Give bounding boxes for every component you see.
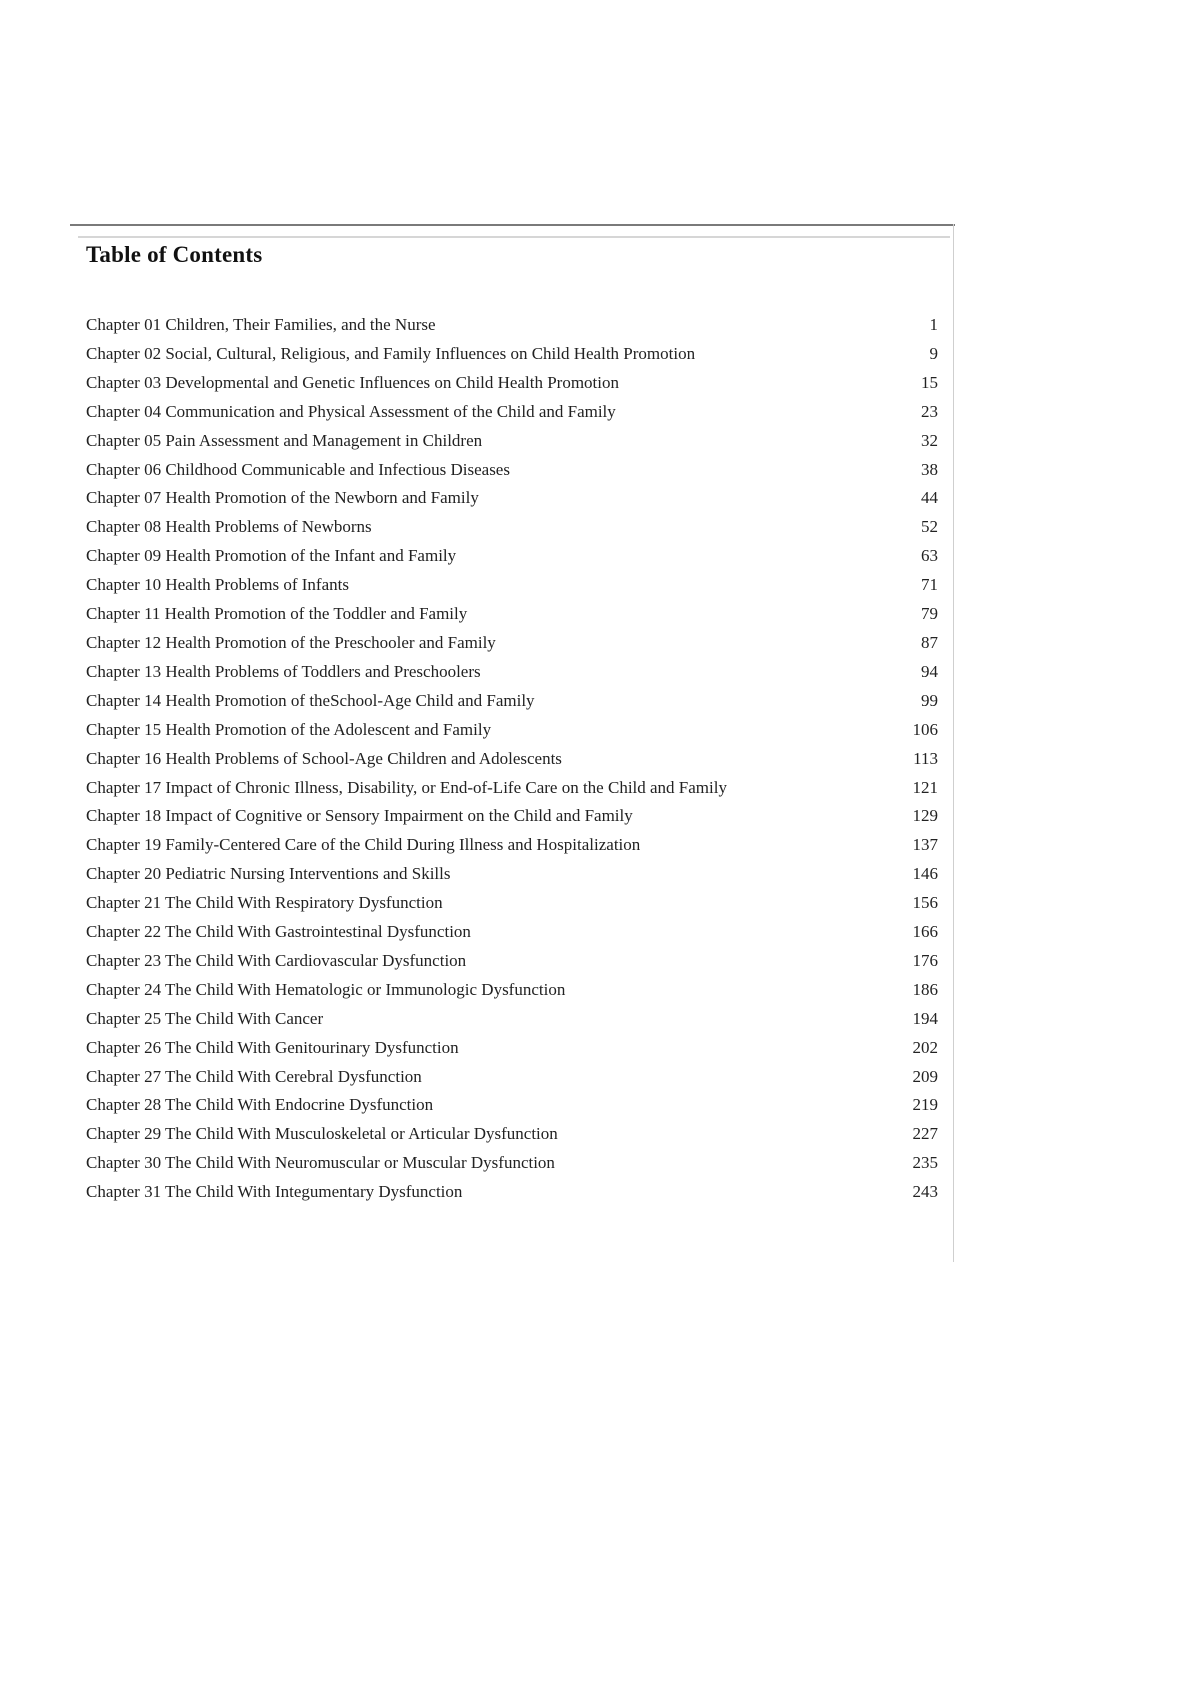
toc-entry[interactable] xyxy=(86,427,938,456)
toc-entry-label: Chapter 07 Health Promotion of the Newborn and Family xyxy=(86,488,479,508)
toc-entry-page-number: 186 xyxy=(912,979,938,999)
table-of-contents-panel xyxy=(70,224,955,1262)
toc-entry-page-number: 194 xyxy=(912,1008,938,1028)
toc-entry-label: Chapter 03 Developmental and Genetic Influences on Child Health Promotion xyxy=(86,372,620,392)
toc-entry-page-number: 156 xyxy=(912,893,938,913)
toc-entry-label: Chapter 04 Communication and Physical Assessment of the Child and Family xyxy=(86,401,616,421)
toc-entry-page-number: 176 xyxy=(912,950,938,970)
toc-entry[interactable] xyxy=(86,716,938,745)
toc-entry[interactable] xyxy=(86,918,938,947)
toc-entry[interactable] xyxy=(86,629,938,658)
toc-entry[interactable] xyxy=(86,484,938,513)
toc-entry-label: Chapter 05 Pain Assessment and Management in Children xyxy=(86,430,483,450)
toc-entry-label: Chapter 13 Health Problems of Toddlers and Preschoolers xyxy=(86,661,481,681)
toc-entry-page-number: 9 xyxy=(929,343,938,363)
toc-entry[interactable] xyxy=(86,802,938,831)
toc-entry[interactable] xyxy=(86,860,938,889)
toc-entry[interactable] xyxy=(86,1091,938,1120)
toc-entry-page-number: 99 xyxy=(921,690,938,710)
toc-entry-page-number: 87 xyxy=(921,632,938,652)
toc-entry-page-number: 44 xyxy=(921,488,938,508)
toc-entry-page-number: 243 xyxy=(912,1182,938,1202)
toc-entry[interactable] xyxy=(86,311,938,340)
toc-entry-label: Chapter 17 Impact of Chronic Illness, Disability, or End-of-Life Care on the Child and Family xyxy=(86,777,727,797)
toc-entry-label: Chapter 16 Health Problems of School-Age Children and Adolescents xyxy=(86,748,562,768)
toc-entry-page-number: 32 xyxy=(921,430,938,450)
toc-entry[interactable] xyxy=(86,600,938,629)
toc-entry-page-number: 23 xyxy=(921,401,938,421)
toc-entry[interactable] xyxy=(86,398,938,427)
toc-entry-page-number: 15 xyxy=(921,372,938,392)
toc-entry-page-number: 113 xyxy=(913,748,938,768)
toc-entry-label: Chapter 21 The Child With Respiratory Dysfunction xyxy=(86,893,443,913)
toc-entry-label: Chapter 23 The Child With Cardiovascular Dysfunction xyxy=(86,950,467,970)
toc-entry-label: Chapter 31 The Child With Integumentary Dysfunction xyxy=(86,1182,463,1202)
toc-entry[interactable] xyxy=(86,1034,938,1063)
toc-entry[interactable] xyxy=(86,1005,938,1034)
toc-entry-label: Chapter 18 Impact of Cognitive or Sensory Impairment on the Child and Family xyxy=(86,806,633,826)
toc-entry-label: Chapter 30 The Child With Neuromuscular or Muscular Dysfunction xyxy=(86,1153,555,1173)
toc-entry-page-number: 146 xyxy=(912,864,938,884)
toc-entry[interactable] xyxy=(86,658,938,687)
top-rule-light xyxy=(78,236,950,238)
toc-entry-page-number: 38 xyxy=(921,459,938,479)
toc-entry-label: Chapter 12 Health Promotion of the Preschooler and Family xyxy=(86,632,496,652)
toc-list xyxy=(86,311,938,1207)
toc-entry-label: Chapter 29 The Child With Musculoskeletal or Articular Dysfunction xyxy=(86,1124,558,1144)
toc-entry[interactable] xyxy=(86,369,938,398)
toc-entry-page-number: 106 xyxy=(912,719,938,739)
toc-entry[interactable] xyxy=(86,1063,938,1092)
toc-entry[interactable] xyxy=(86,1120,938,1149)
toc-entry-label: Chapter 24 The Child With Hematologic or Immunologic Dysfunction xyxy=(86,979,566,999)
toc-entry-page-number: 202 xyxy=(912,1037,938,1057)
toc-entry-label: Chapter 27 The Child With Cerebral Dysfunction xyxy=(86,1066,422,1086)
toc-entry-page-number: 235 xyxy=(912,1153,938,1173)
top-rule-dark xyxy=(70,224,955,226)
toc-entry-page-number: 94 xyxy=(921,661,938,681)
toc-entry-label: Chapter 09 Health Promotion of the Infant and Family xyxy=(86,546,457,566)
toc-entry-page-number: 79 xyxy=(921,604,938,624)
toc-entry[interactable] xyxy=(86,687,938,716)
toc-entry-label: Chapter 02 Social, Cultural, Religious, and Family Influences on Child Health Promotion xyxy=(86,343,696,363)
toc-entry-label: Chapter 15 Health Promotion of the Adolescent and Family xyxy=(86,719,492,739)
toc-entry-page-number: 121 xyxy=(912,777,938,797)
toc-entry-label: Chapter 01 Children, Their Families, and the Nurse xyxy=(86,315,436,334)
toc-entry[interactable] xyxy=(86,976,938,1005)
toc-entry[interactable] xyxy=(86,513,938,542)
toc-entry-label: Chapter 22 The Child With Gastrointestinal Dysfunction xyxy=(86,922,471,942)
toc-entry[interactable] xyxy=(86,947,938,976)
toc-entry-label: Chapter 25 The Child With Cancer xyxy=(86,1008,324,1028)
toc-entry-label: Chapter 28 The Child With Endocrine Dysfunction xyxy=(86,1095,434,1115)
toc-entry-label: Chapter 26 The Child With Genitourinary Dysfunction xyxy=(86,1037,459,1057)
toc-entry[interactable] xyxy=(86,745,938,774)
toc-entry[interactable] xyxy=(86,571,938,600)
toc-entry-page-number: 219 xyxy=(912,1095,938,1115)
toc-entry-page-number: 52 xyxy=(921,517,938,537)
toc-entry-label: Chapter 11 Health Promotion of the Toddler and Family xyxy=(86,604,468,624)
toc-entry-page-number: 227 xyxy=(912,1124,938,1144)
toc-entry-label: Chapter 10 Health Problems of Infants xyxy=(86,575,349,595)
toc-entry[interactable] xyxy=(86,542,938,571)
toc-entry[interactable] xyxy=(86,1178,938,1207)
toc-entry-label: Chapter 08 Health Problems of Newborns xyxy=(86,517,372,537)
toc-entry[interactable] xyxy=(86,889,938,918)
toc-entry-label: Chapter 14 Health Promotion of theSchool-Age Child and Family xyxy=(86,690,535,710)
toc-entry[interactable] xyxy=(86,831,938,860)
toc-entry-label: Chapter 06 Childhood Communicable and Infectious Diseases xyxy=(86,459,510,479)
toc-entry-page-number: 71 xyxy=(921,575,938,595)
right-rule xyxy=(953,224,954,1262)
toc-entry-page-number: 129 xyxy=(912,806,938,826)
toc-entry[interactable] xyxy=(86,456,938,485)
toc-entry-page-number: 1 xyxy=(929,315,938,334)
toc-entry[interactable] xyxy=(86,1149,938,1178)
toc-entry-page-number: 63 xyxy=(921,546,938,566)
toc-entry-page-number: 209 xyxy=(912,1066,938,1086)
toc-title: Table of Contents xyxy=(86,242,263,267)
toc-entry-label: Chapter 19 Family-Centered Care of the Child During Illness and Hospitalization xyxy=(86,835,641,855)
toc-entry[interactable] xyxy=(86,340,938,369)
toc-entry-label: Chapter 20 Pediatric Nursing Interventions and Skills xyxy=(86,864,451,884)
toc-entry[interactable] xyxy=(86,774,938,803)
toc-entry-page-number: 166 xyxy=(912,922,938,942)
toc-entry-page-number: 137 xyxy=(912,835,938,855)
